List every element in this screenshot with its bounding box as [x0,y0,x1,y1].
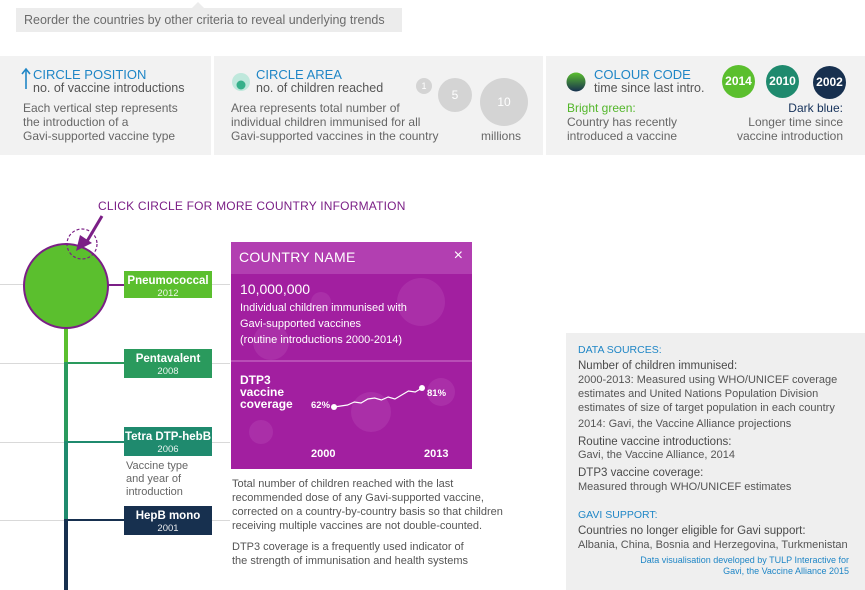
stem-segment [64,441,68,519]
year-circle-2010: 2010 [766,65,799,98]
vaccine-note [126,460,216,499]
vaccine-year: 2008 [157,366,179,377]
children-description-line: (routine introductions 2000-2014) [240,334,403,346]
caption-line: Total number of children reached with the last [232,478,454,490]
arrow-up-icon [20,67,32,91]
vaccine-box-pentavalent[interactable] [124,349,212,378]
children-description-line: Individual children immunised with [240,302,407,314]
legend-blue-label: Dark blue: [788,101,843,115]
support-heading: GAVI SUPPORT: [578,509,658,521]
vaccine-year: 2006 [157,444,179,455]
caption-dtp3 [232,540,522,568]
sources-heading: DATA SOURCES: [578,344,662,356]
legend-divider [211,56,214,155]
legend-position-line: Gavi-supported vaccine type [23,129,176,143]
children-source-label: Number of children immunised: [578,360,738,372]
size-circle-1: 1 [416,78,432,94]
children-source-line: 2000-2013: Measured using WHO/UNICEF coverage [578,374,838,386]
legend-area-line: individual children immunised for all [231,115,421,129]
branch-line [66,362,126,364]
routine-source-label: Routine vaccine introductions: [578,436,732,448]
legend-position-line: Each vertical step represents [23,101,178,115]
support-text: Albania, China, Bosnia and Herzegovina, Turkmenistan [578,539,848,551]
projection-source: 2014: Gavi, the Vaccine Alliance projections [578,418,792,430]
legend-colour-title: COLOUR CODE [594,67,691,82]
legend-blue-text: vaccine introduction [736,129,843,143]
vaccine-year: 2001 [157,523,179,534]
legend-position-subtitle: no. of vaccine introductions [33,81,185,95]
caption-line: corrected on a country-by-country basis so that children [232,506,503,518]
data-sources-panel [566,333,865,590]
stem-segment [64,362,68,441]
caption-line: the strength of immunisation and health systems [232,555,469,567]
vaccine-note-line: and year of [126,473,182,485]
legend-area-subtitle: no. of children reached [256,81,384,95]
dtp3-label-line: vaccine [240,385,285,399]
end-value: 81% [427,388,447,399]
vaccine-name: Pentavalent [135,353,201,365]
click-instruction: CLICK CIRCLE FOR MORE COUNTRY INFORMATION [98,199,406,213]
colour-code-icon [566,72,586,92]
branch-line [66,519,126,521]
close-icon[interactable]: × [453,247,463,264]
coverage-line [334,388,422,407]
children-source-line: estimates of size of target population in each country [578,402,835,414]
dtp-source-label: DTP3 vaccine coverage: [578,467,704,479]
dtp3-label-line: coverage [240,397,293,411]
size-unit: millions [481,129,522,143]
vaccine-box-hepb-mono[interactable] [124,506,212,535]
vaccine-year: 2012 [157,288,179,299]
vaccine-box-tetra-dtp-hebb[interactable] [124,427,212,456]
branch-line [66,441,126,443]
vaccine-note-line: Vaccine type [126,460,189,472]
legend-area-line: Area represents total number of [231,101,400,115]
coverage-start-point [331,404,337,410]
vaccine-name: Pneumococcal [127,275,209,287]
size-circle-10: 10 [480,78,528,126]
legend-position-line: the introduction of a [23,115,129,129]
children-count: 10,000,000 [240,281,311,297]
credit-line[interactable]: Data visualisation developed by TULP Interactive for [640,555,849,565]
reorder-tooltip: Reorder the countries by other criteria to reveal underlying trends [16,8,402,32]
size-circle-5: 5 [438,78,472,112]
start-year: 2000 [311,448,336,460]
year-circle-2002: 2002 [813,66,846,99]
vaccine-box-pneumococcal[interactable] [124,271,212,298]
dtp3-label-line: DTP3 [240,373,271,387]
vaccine-note-line: introduction [126,486,183,498]
routine-source-text: Gavi, the Vaccine Alliance, 2014 [578,449,735,461]
legend-green-text: introduced a vaccine [567,129,678,143]
legend-area-title: CIRCLE AREA [256,67,342,82]
caption-line: DTP3 coverage is a frequently used indicator of [232,541,464,553]
children-description-line: Gavi-supported vaccines [240,318,362,330]
vaccine-name: HepB mono [135,510,201,522]
credit [640,555,849,577]
dtp3-sparkline [231,242,472,469]
legend-bar [0,56,865,155]
legend-position-title: CIRCLE POSITION [33,67,147,82]
vaccine-name: Tetra DTP-hebB [124,431,212,443]
year-circle-2014: 2014 [722,65,755,98]
caption-line: receiving multiple vaccines are not double-counted. [232,520,483,532]
legend-divider [543,56,546,155]
popup-title: COUNTRY NAME [239,249,356,265]
pointer-arrow-icon [70,213,106,257]
stem-segment [64,519,68,590]
caption-line: recommended dose of any Gavi-supported vaccine, [232,492,484,504]
dtp-source-text: Measured through WHO/UNICEF estimates [578,481,792,493]
end-year: 2013 [424,448,449,460]
legend-green-label: Bright green: [567,101,636,115]
credit-line[interactable]: Gavi, the Vaccine Alliance 2015 [723,566,849,576]
circle-area-icon [231,72,251,92]
legend-colour-subtitle: time since last intro. [594,81,705,95]
start-value: 62% [311,400,331,411]
coverage-end-point [419,385,425,391]
country-popup [231,242,472,469]
support-label: Countries no longer eligible for Gavi support: [578,525,806,537]
caption-total [232,477,522,533]
legend-green-text: Country has recently [567,115,678,129]
legend-blue-text: Longer time since [748,115,843,129]
legend-area-line: Gavi-supported vaccines in the country [231,129,439,143]
children-source-line: estimates and United Nations Population Division [578,388,819,400]
